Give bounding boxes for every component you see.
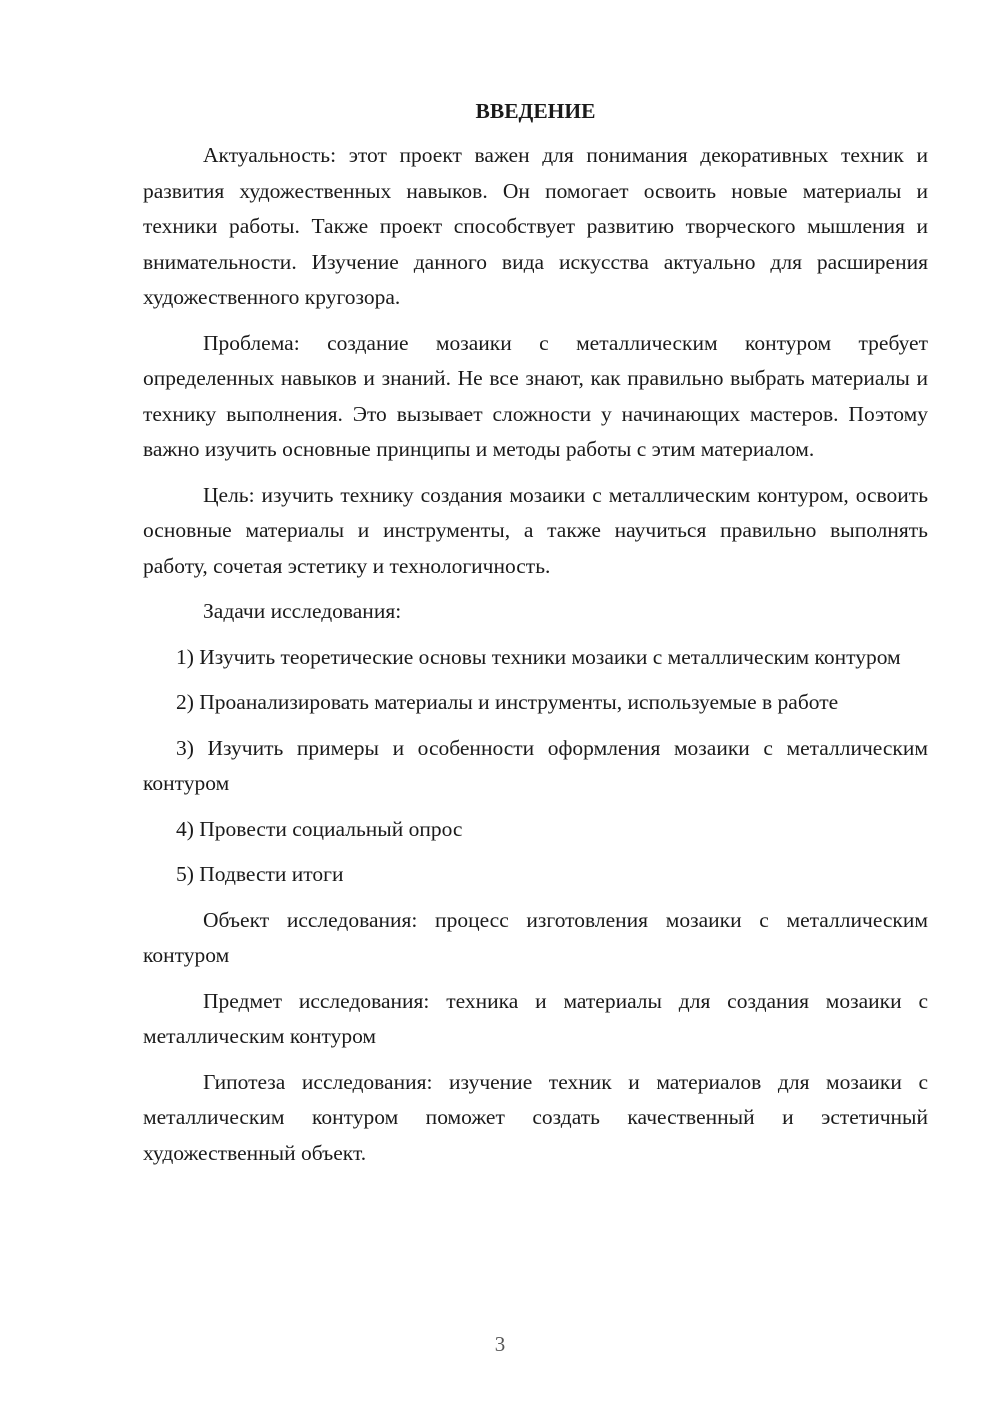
task-item-3: 3) Изучить примеры и особенности оформления мозаики с металлическим контуром — [143, 735, 928, 795]
task-item-4: 4) Провести социальный опрос — [176, 816, 463, 841]
tasks-heading: Задачи исследования: — [203, 599, 402, 623]
research-subject-paragraph: Предмет исследования: техника и материалы для создания мозаики с металлическим контуром — [143, 988, 928, 1048]
page-title: ВВЕДЕНИЕ — [475, 99, 596, 123]
hypothesis-paragraph: Гипотеза исследования: изучение техник и материалов для мозаики с металлическим контуром поможет создать качественный и эстетичный художественный объект. — [143, 1069, 928, 1165]
relevance-paragraph: Актуальность: этот проект важен для понимания декоративных техник и развития художественных навыков. Он помогает освоить новые материалы и техники работы. Также проект способствует развитию творческого мышления и внимательности. Изучение данного вида искусства актуально для расширения художественного кругозора. — [143, 143, 928, 309]
research-object-paragraph: Объект исследования: процесс изготовления мозаики с металлическим контуром — [143, 907, 928, 967]
task-item-2: 2) Проанализировать материалы и инструменты, используемые в работе — [176, 690, 839, 714]
task-item-1: 1) Изучить теоретические основы техники мозаики с металлическим контуром — [176, 644, 901, 669]
document-page — [143, 92, 928, 1181]
problem-paragraph: Проблема: создание мозаики с металлическим контуром требует определенных навыков и знаний. Не все знают, как правильно выбрать материалы и технику выполнения. Это вызывает сложности у начинающих мастеров. Поэтому важно изучить основные принципы и методы работы с этим материалом. — [143, 330, 928, 461]
task-item-5: 5) Подвести итоги — [176, 862, 344, 886]
page-number: 3 — [494, 1332, 506, 1356]
goal-paragraph: Цель: изучить технику создания мозаики с металлическим контуром, освоить основные материалы и инструменты, а также научиться правильно выполнять работу, сочетая эстетику и технологичность. — [143, 482, 928, 578]
